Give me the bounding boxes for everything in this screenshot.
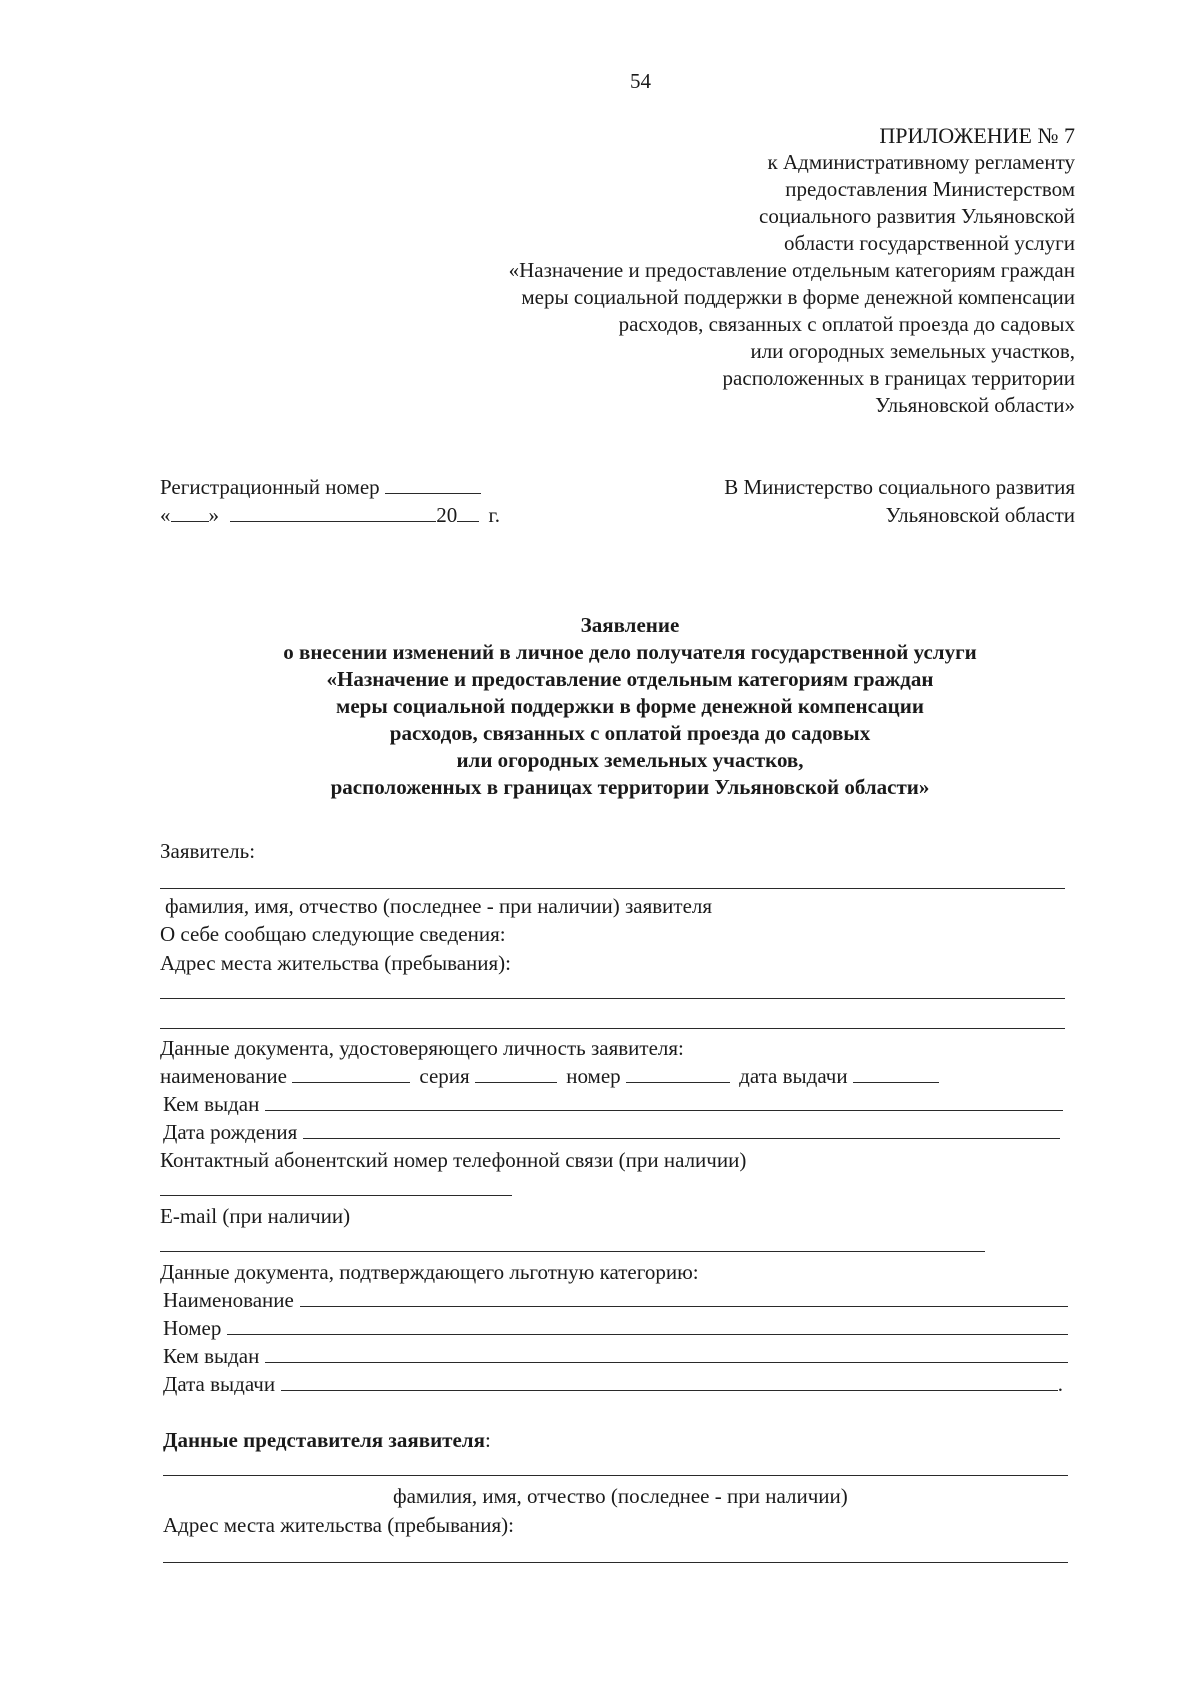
year-prefix: 20 <box>436 503 458 527</box>
id-series-label: серия <box>419 1064 470 1088</box>
benefit-number-row <box>163 1315 1068 1341</box>
quote-open: « <box>160 503 171 527</box>
benefit-number-label: Номер <box>163 1316 222 1340</box>
appendix-line: Ульяновской области» <box>875 393 1075 417</box>
benefit-issue-date-row <box>163 1371 1063 1397</box>
issued-by-label: Кем выдан <box>163 1092 260 1116</box>
benefit-name-field[interactable] <box>300 1288 1068 1307</box>
representative-heading-text: Данные представителя заявителя <box>163 1428 485 1452</box>
appendix-heading: ПРИЛОЖЕНИЕ № 7 <box>879 123 1075 148</box>
phone-field[interactable] <box>160 1195 512 1196</box>
addressee <box>724 474 1075 528</box>
title-line: расположенных в границах территории Ульяновской области» <box>330 775 930 799</box>
benefit-name-label: Наименование <box>163 1288 294 1312</box>
about-self: О себе сообщаю следующие сведения: <box>160 922 506 946</box>
representative-name-field[interactable] <box>163 1475 1068 1476</box>
benefit-issue-date-field[interactable] <box>281 1372 1058 1391</box>
representative-name-caption: фамилия, имя, отчество (последнее - при наличии) <box>393 1484 848 1508</box>
applicant-label: Заявитель: <box>160 839 256 863</box>
registration-date <box>160 502 500 528</box>
year-suffix: г. <box>488 503 500 527</box>
registration-label: Регистрационный номер <box>160 475 380 499</box>
registration-number-field[interactable] <box>385 475 481 494</box>
appendix-line: к Административному регламенту <box>767 150 1075 174</box>
representative-heading-colon: : <box>484 1428 491 1452</box>
appendix-line: расположенных в границах территории <box>722 366 1075 390</box>
birth-date-field[interactable] <box>303 1120 1060 1139</box>
title-line: расходов, связанных с оплатой проезда до садовых <box>389 721 871 745</box>
benefit-issued-by-row <box>163 1343 1068 1369</box>
birth-date-label: Дата рождения <box>163 1120 298 1144</box>
address-label: Адрес места жительства (пребывания): <box>160 951 512 975</box>
appendix-line: области государственной услуги <box>783 231 1075 255</box>
phone-label: Контактный абонентский номер телефонной связи (при наличии) <box>160 1148 747 1172</box>
end-mark: . <box>1057 1372 1063 1396</box>
benefit-doc-label: Данные документа, подтверждающего льготную категорию: <box>160 1260 699 1284</box>
benefit-issue-date-label: Дата выдачи <box>163 1372 276 1396</box>
title-heading: Заявление <box>580 613 680 637</box>
appendix-block <box>509 122 1075 419</box>
page-number: 54 <box>630 69 651 93</box>
id-doc-row <box>160 1063 939 1089</box>
applicant-name-caption: фамилия, имя, отчество (последнее - при наличии) заявителя <box>165 894 713 918</box>
benefit-issued-by-label: Кем выдан <box>163 1344 260 1368</box>
id-name-field[interactable] <box>292 1064 410 1083</box>
id-issue-date-label: дата выдачи <box>739 1064 848 1088</box>
issued-by-row <box>163 1091 1063 1117</box>
appendix-line: социального развития Ульяновской <box>759 204 1075 228</box>
appendix-line: предоставления Министерством <box>785 177 1075 201</box>
benefit-issued-by-field[interactable] <box>265 1344 1068 1363</box>
appendix-line: «Назначение и предоставление отдельным категориям граждан <box>508 258 1075 282</box>
title-block <box>160 612 1100 801</box>
applicant-name-field[interactable] <box>160 888 1065 889</box>
title-line: «Назначение и предоставление отдельным категориям граждан <box>326 667 934 691</box>
representative-address-field[interactable] <box>163 1562 1068 1563</box>
address-field-2[interactable] <box>160 1028 1065 1029</box>
registration-number <box>160 474 481 500</box>
addressee-line2: Ульяновской области <box>885 503 1075 527</box>
day-field[interactable] <box>171 503 209 522</box>
id-doc-label: Данные документа, удостоверяющего личность заявителя: <box>160 1036 684 1060</box>
addressee-line1: В Министерство социального развития <box>724 475 1075 499</box>
id-issue-date-field[interactable] <box>853 1064 939 1083</box>
email-field[interactable] <box>160 1251 985 1252</box>
appendix-line: или огородных земельных участков, <box>750 339 1075 363</box>
id-series-field[interactable] <box>475 1064 557 1083</box>
appendix-line: расходов, связанных с оплатой проезда до садовых <box>618 312 1075 336</box>
month-field[interactable] <box>230 503 436 522</box>
appendix-line: меры социальной поддержки в форме денежной компенсации <box>521 285 1075 309</box>
address-field-1[interactable] <box>160 998 1065 999</box>
title-line: о внесении изменений в личное дело получателя государственной услуги <box>283 640 977 664</box>
title-line: меры социальной поддержки в форме денежной компенсации <box>336 694 924 718</box>
id-number-field[interactable] <box>626 1064 730 1083</box>
title-line: или огородных земельных участков, <box>456 748 804 772</box>
benefit-number-field[interactable] <box>227 1316 1068 1335</box>
quote-close: » <box>208 503 219 527</box>
benefit-name-row <box>163 1287 1068 1313</box>
birth-date-row <box>163 1119 1060 1145</box>
email-label: E-mail (при наличии) <box>160 1204 351 1228</box>
representative-heading <box>163 1427 491 1453</box>
id-number-label: номер <box>566 1064 621 1088</box>
id-name-label: наименование <box>160 1064 287 1088</box>
issued-by-field[interactable] <box>265 1092 1063 1111</box>
representative-address-label: Адрес места жительства (пребывания): <box>163 1513 515 1537</box>
year-field[interactable] <box>457 503 479 522</box>
